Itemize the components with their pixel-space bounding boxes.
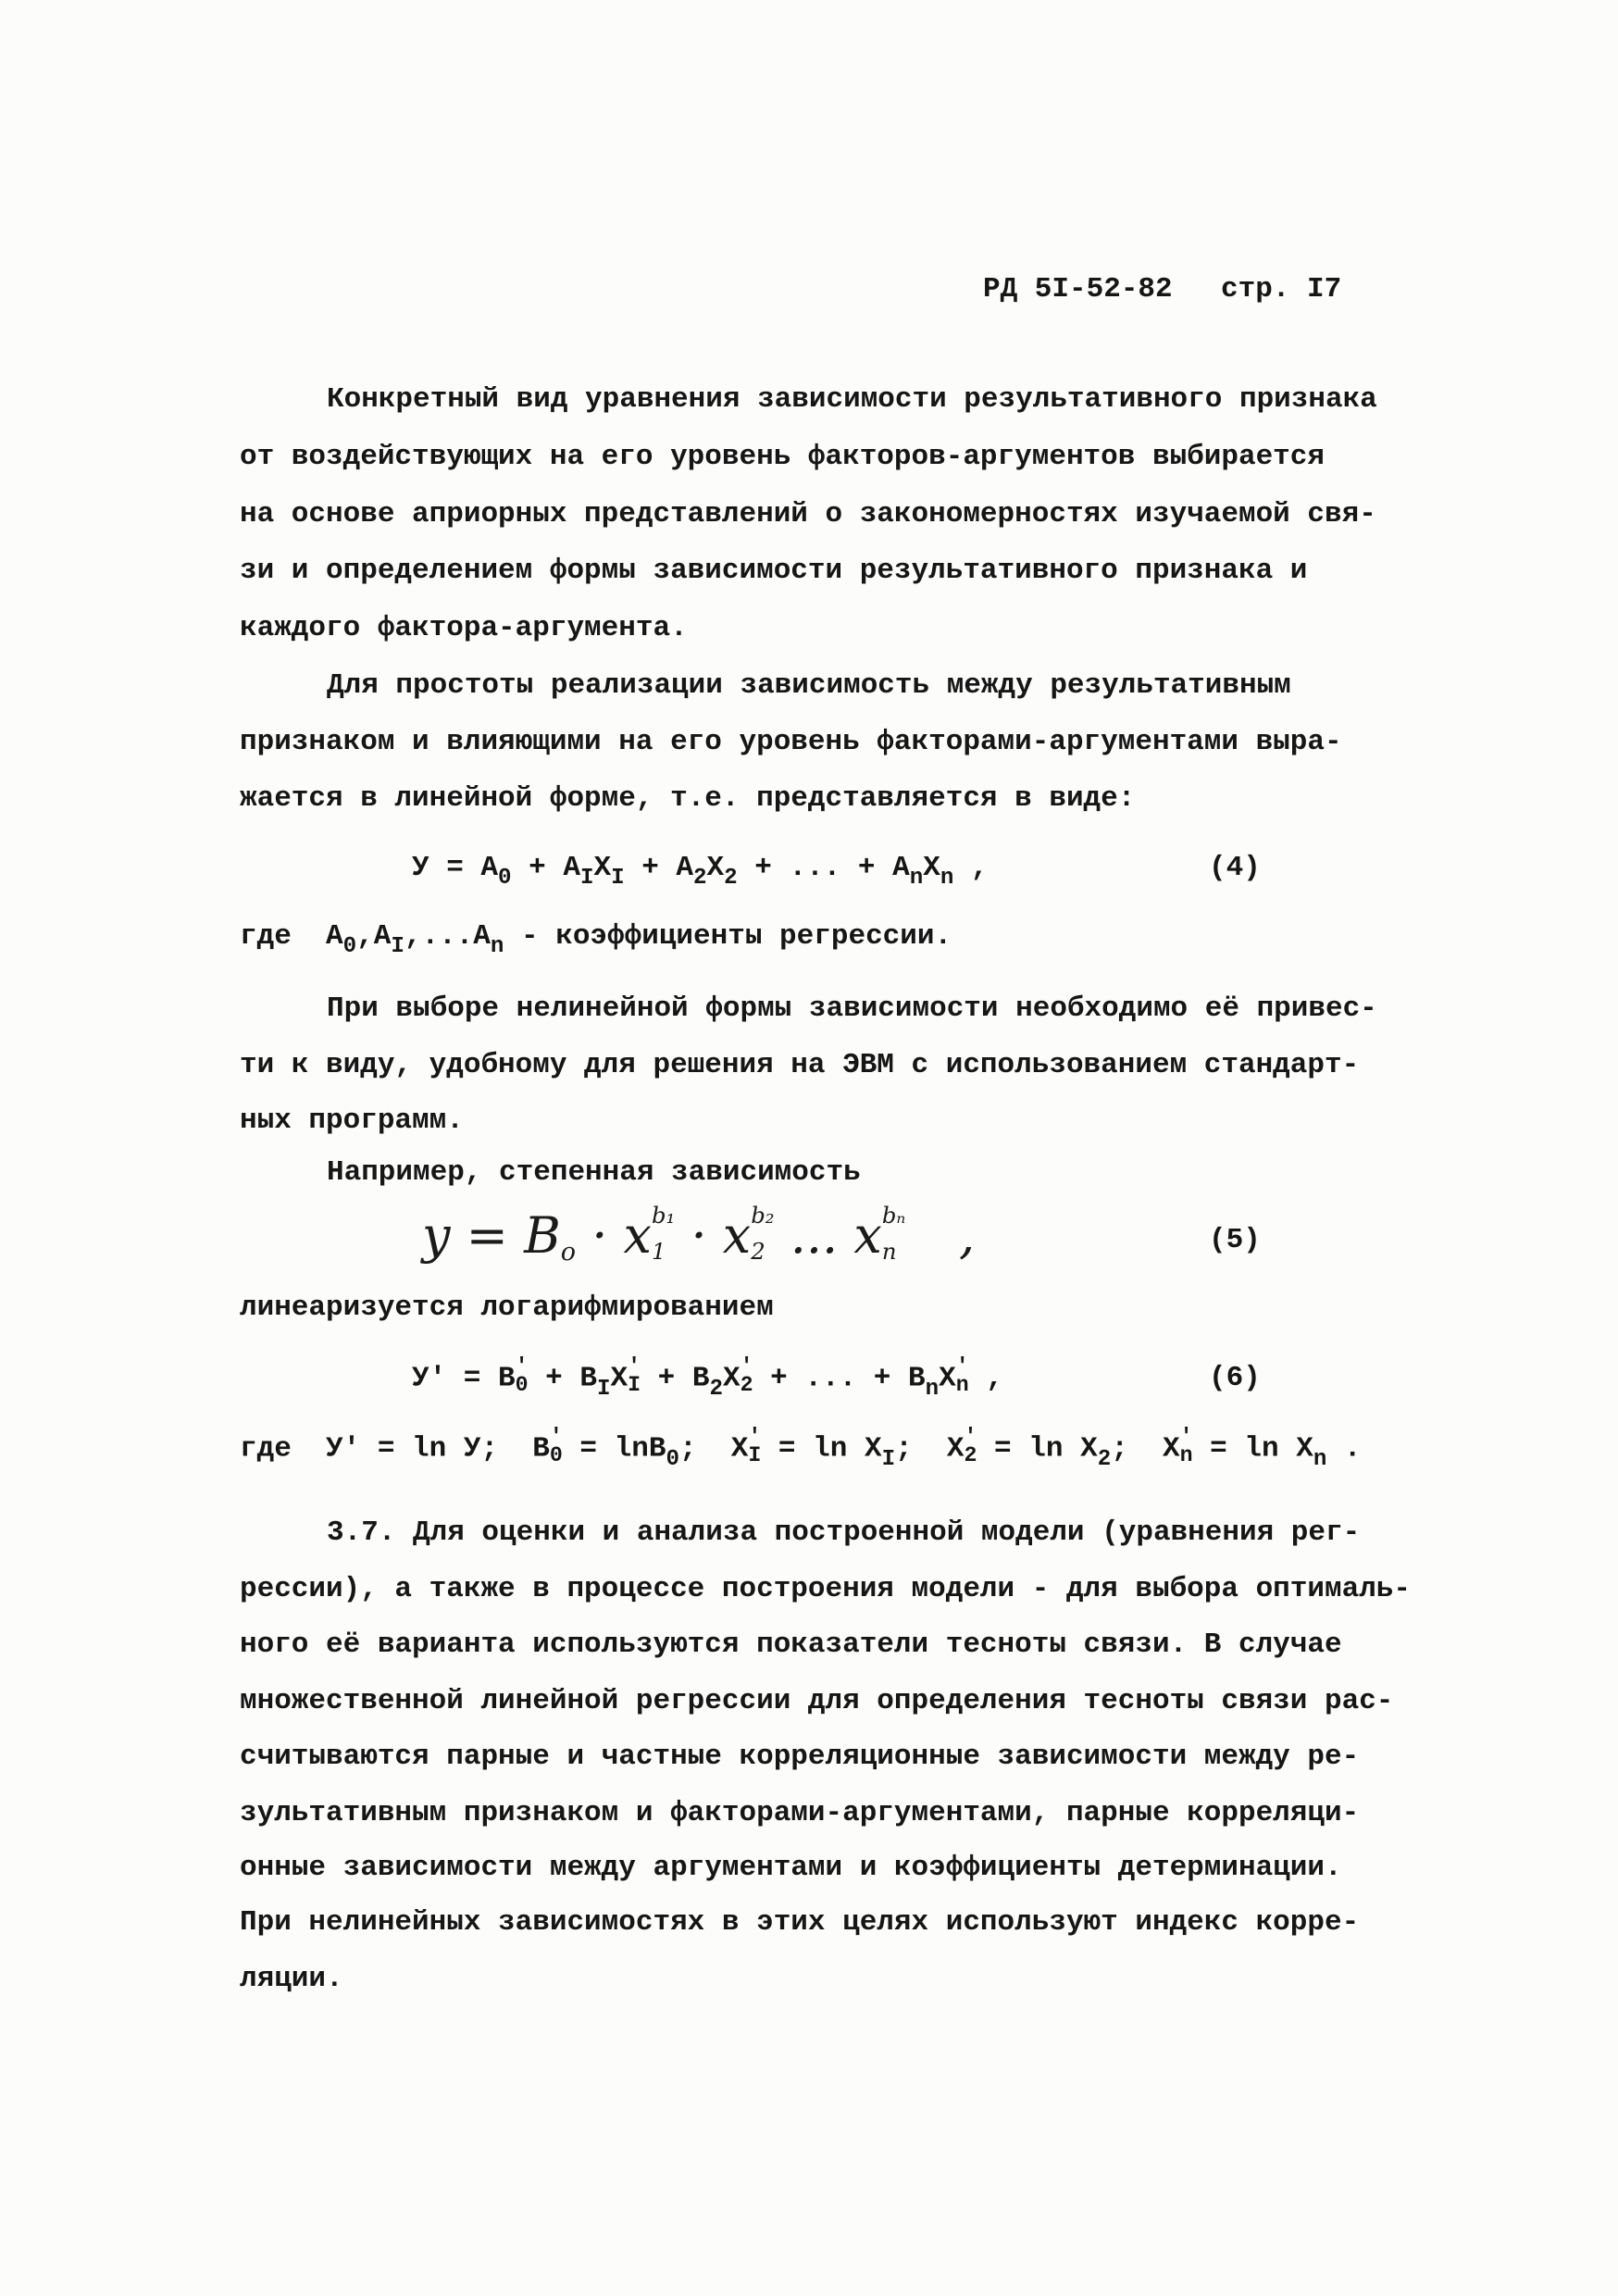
formula-superscript: ' <box>549 1425 563 1449</box>
section-line: онные зависимости между аргументами и коэффициенты детерминации. <box>240 1852 1342 1884</box>
formula-subscript: I <box>611 866 625 892</box>
formula-subscript: n <box>1179 1442 1193 1467</box>
formula-script-pair <box>1180 1427 1193 1466</box>
formula-script-pair <box>881 1202 906 1266</box>
formula-text: = lnB <box>562 1432 666 1466</box>
formula-subscript: n <box>490 934 504 960</box>
formula-subscript: 2 <box>964 1442 977 1467</box>
formula-superscript: ' <box>628 1354 641 1379</box>
formula-text: X <box>723 1362 741 1395</box>
section-line: 3.7. Для оценки и анализа построенной модели (уравнения рег- <box>327 1516 1361 1549</box>
formula-text: X <box>593 852 612 884</box>
formula-text: + A <box>624 852 694 884</box>
formula-text: где A <box>240 920 343 953</box>
formula-subscript: I <box>628 1372 641 1397</box>
formula-text: У = A <box>412 852 499 884</box>
formula-subscript: 2 <box>693 866 707 892</box>
formula-text: , <box>968 1362 1003 1395</box>
paragraph-line: ных программ. <box>240 1104 464 1137</box>
formula-text: ; X <box>895 1432 965 1466</box>
formula-text: + B <box>528 1362 597 1395</box>
paragraph-line: признаком и влияющими на его уровень факторами-аргументами выра- <box>240 726 1342 758</box>
formula-script-pair <box>741 1356 753 1396</box>
formula-text: X <box>706 852 725 884</box>
formula-text: ; X <box>678 1432 749 1466</box>
formula-subscript: n <box>909 866 924 892</box>
formula-subscript: 0 <box>515 1372 529 1397</box>
formula-script-pair <box>751 1202 775 1266</box>
formula-text: = ln X <box>1192 1432 1313 1466</box>
formula-text: . <box>1326 1432 1362 1466</box>
section-line: множественной линейной регрессии для определения тесноты связи рас- <box>240 1685 1394 1717</box>
formula-script-pair <box>651 1202 676 1266</box>
formula-text: X <box>939 1362 956 1395</box>
formula-text: - коэффициенты регрессии. <box>504 920 952 953</box>
formula-6-legend <box>240 1425 1362 1472</box>
formula-script-pair <box>965 1427 977 1466</box>
formula-subscript: n <box>940 866 954 892</box>
section-line: ляции. <box>240 1963 343 1995</box>
formula-text: где У' = ln У; B <box>240 1432 550 1466</box>
paragraph-line: жается в линейной форме, т.е. представляется в виде: <box>240 782 1136 815</box>
formula-subscript: n <box>925 1376 940 1402</box>
formula-text: , <box>953 852 989 884</box>
formula-subscript: 2 <box>724 866 738 892</box>
formula-text: · x <box>675 1206 752 1265</box>
formula-6 <box>412 1354 1003 1402</box>
formula-subscript: n <box>1313 1446 1327 1472</box>
formula-script-pair <box>628 1356 641 1396</box>
formula-subscript: 2 <box>740 1372 753 1397</box>
formula-superscript: ' <box>1179 1425 1193 1449</box>
formula-superscript: b₂ <box>751 1202 775 1229</box>
formula-text: ,...A <box>404 920 491 953</box>
paragraph-line: на основе априорных представлений о закономерностях изучаемой свя- <box>240 498 1376 530</box>
formula-subscript: 0 <box>666 1446 679 1472</box>
paragraph-line: При выборе нелинейной формы зависимости необходимо её привес- <box>327 992 1377 1025</box>
formula-script-pair <box>550 1427 563 1466</box>
document-code: РД 5I-52-82 <box>983 273 1173 306</box>
formula-text: X <box>923 852 940 884</box>
formula-subscript: 2 <box>1097 1446 1112 1472</box>
formula-subscript: I <box>881 1446 896 1472</box>
formula-subscript: n <box>881 1238 897 1266</box>
formula-text: = ln X <box>761 1432 882 1466</box>
section-line: При нелинейных зависимостях в этих целях используют индекс корре- <box>240 1906 1360 1939</box>
paragraph-line: линеаризуется логарифмированием <box>240 1292 774 1324</box>
formula-subscript: 0 <box>498 866 512 892</box>
equation-number: (6) <box>1209 1362 1261 1394</box>
section-line: ного её варианта используются показатели тесноты связи. В случае <box>240 1628 1342 1661</box>
formula-text: ,A <box>356 920 392 953</box>
paragraph-line: Для простоты реализации зависимость между результативным <box>327 669 1291 702</box>
formula-text: ... x <box>774 1206 882 1265</box>
formula-subscript: 2 <box>709 1376 724 1402</box>
equation-number: (5) <box>1209 1224 1261 1256</box>
formula-superscript: b₁ <box>651 1202 676 1229</box>
formula-text: + A <box>511 852 580 884</box>
formula-subscript: I <box>579 866 594 892</box>
paragraph-line: каждого фактора-аргумента. <box>240 612 688 644</box>
paragraph-line: Конкретный вид уравнения зависимости результативного признака <box>327 383 1377 416</box>
section-line: считываются парные и частные корреляционные зависимости между ре- <box>240 1741 1360 1773</box>
formula-text: + ... + B <box>753 1362 926 1395</box>
formula-5 <box>422 1204 905 1268</box>
paragraph-line: ти к виду, удобному для решения на ЭВМ с использованием стандарт- <box>240 1049 1360 1081</box>
formula-script-pair <box>516 1356 529 1396</box>
formula-subscript: 2 <box>751 1238 765 1266</box>
formula-text: = ln X <box>977 1432 1098 1466</box>
formula-superscript: ' <box>515 1354 529 1379</box>
paragraph-line: зи и определением формы зависимости результативного признака и <box>240 555 1308 587</box>
formula-superscript: ' <box>955 1354 969 1379</box>
formula-subscript: n <box>955 1372 969 1397</box>
formula-script-pair <box>748 1427 761 1466</box>
formula-superscript: ' <box>964 1425 977 1449</box>
section-line: рессии), а также в процессе построения модели - для выбора оптималь- <box>240 1573 1412 1605</box>
formula-text: X <box>610 1362 629 1395</box>
formula-subscript: 0 <box>549 1442 563 1467</box>
paragraph-line: от воздействующих на его уровень факторов-аргументов выбирается <box>240 441 1325 473</box>
formula-superscript: ' <box>740 1354 753 1379</box>
formula-subscript: o <box>560 1238 577 1267</box>
formula-script-pair <box>956 1356 969 1396</box>
formula-subscript: I <box>391 934 404 960</box>
formula-4-legend <box>240 918 952 960</box>
equation-number: (4) <box>1209 852 1261 884</box>
formula-text: ; X <box>1111 1432 1180 1466</box>
page-number: стр. I7 <box>1221 273 1342 306</box>
formula-text: + B <box>641 1362 710 1395</box>
formula-subscript: I <box>748 1442 762 1467</box>
formula-4 <box>412 850 989 892</box>
formula-text: y = B <box>422 1206 561 1265</box>
formula-subscript: I <box>597 1376 611 1402</box>
formula-text: + ... + A <box>737 852 910 884</box>
formula-subscript: 1 <box>651 1238 666 1266</box>
formula-subscript: 0 <box>342 934 357 960</box>
formula-text: · x <box>576 1206 652 1265</box>
formula-superscript: ' <box>748 1425 762 1449</box>
formula-5-comma: , <box>959 1206 976 1265</box>
section-line: зультативным признаком и факторами-аргументами, парные корреляци- <box>240 1797 1360 1829</box>
formula-text: У' = B <box>412 1362 516 1395</box>
formula-superscript: bₙ <box>881 1202 906 1229</box>
example-intro: Например, степенная зависимость <box>327 1156 861 1189</box>
